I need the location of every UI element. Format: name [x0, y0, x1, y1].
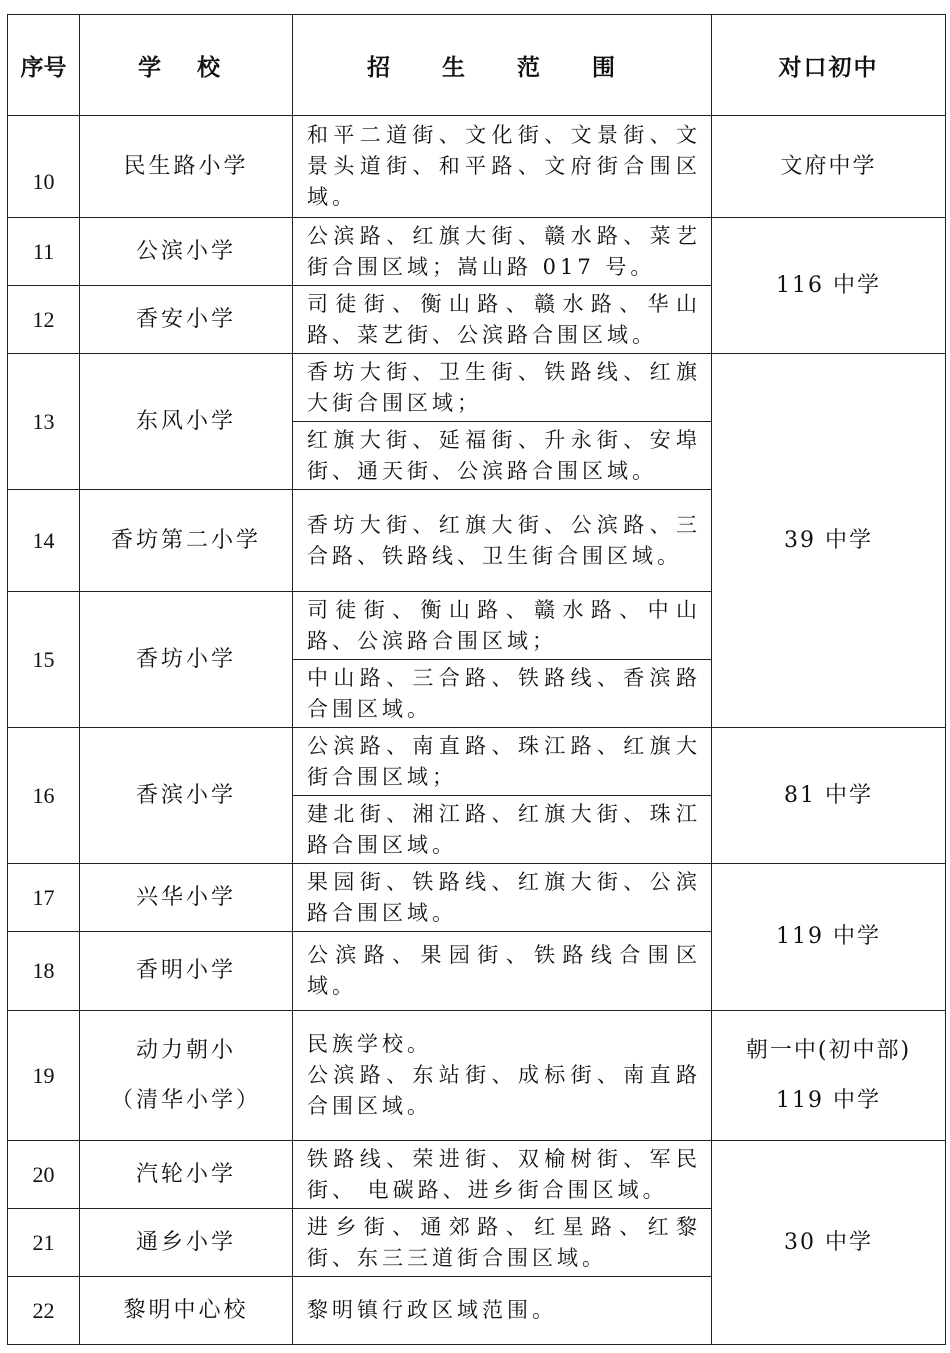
- row-number: 17: [8, 864, 80, 932]
- row-number: 20: [8, 1141, 80, 1209]
- middle-school: [712, 1011, 946, 1141]
- school-name-line: （清华小学）: [110, 1087, 261, 1113]
- school-name: 黎明中心校: [80, 1277, 293, 1345]
- row-number: 14: [8, 490, 80, 592]
- enrollment-range: 香坊大街、红旗大街、公滨路、三 合路、铁路线、卫生街合围区域。: [293, 490, 712, 592]
- school-name: 通乡小学: [80, 1209, 293, 1277]
- middle-school: 119 中学: [712, 864, 946, 1011]
- middle-school: 文府中学: [712, 116, 946, 218]
- enrollment-range: 公滨路、果园街、铁路线合围区域。: [293, 932, 712, 1011]
- middle-school: 116 中学: [712, 218, 946, 354]
- enrollment-range: 果园街、铁路线、红旗大街、公滨 路合围区域。: [293, 864, 712, 932]
- row-number: 16: [8, 728, 80, 864]
- enrollment-range: 红旗大街、延福街、升永街、安埠 街、通天街、公滨路合围区域。: [293, 422, 712, 490]
- header-num: 序号: [8, 15, 80, 116]
- row-number: 10: [8, 116, 80, 218]
- table-row: [8, 1141, 946, 1209]
- table-row: [8, 728, 946, 796]
- range-line: 公滨路、东站街、成标街、南直路 合围区域。: [307, 1063, 701, 1118]
- school-name: 东风小学: [80, 354, 293, 490]
- middle-school: 81 中学: [712, 728, 946, 864]
- enrollment-range: 建北街、湘江路、红旗大街、珠江 路合围区域。: [293, 796, 712, 864]
- middle-school-line: 朝一中(初中部): [745, 1037, 912, 1063]
- school-name: 公滨小学: [80, 218, 293, 286]
- enrollment-range: 进乡街、通郊路、红星路、红黎街、东三三道街合围区域。: [293, 1209, 712, 1277]
- header-row: [8, 15, 946, 116]
- enrollment-range: 司徒街、衡山路、赣水路、中山路、公滨路合围区域；: [293, 592, 712, 660]
- range-line: 民族学校。: [307, 1032, 432, 1056]
- enrollment-range: [293, 1011, 712, 1141]
- table-row: [8, 218, 946, 286]
- school-name: 香明小学: [80, 932, 293, 1011]
- table-row: [8, 1011, 946, 1141]
- header-range: 招 生 范 围: [293, 15, 712, 116]
- enrollment-range: 和平二道街、文化街、文景街、文 景头道街、和平路、文府街合围区域。: [293, 116, 712, 218]
- enrollment-table: [7, 14, 946, 1345]
- enrollment-range: 香坊大街、卫生街、铁路线、红旗 大街合围区域；: [293, 354, 712, 422]
- row-number: 22: [8, 1277, 80, 1345]
- middle-school: 30 中学: [712, 1141, 946, 1345]
- row-number: 21: [8, 1209, 80, 1277]
- school-name: 汽轮小学: [80, 1141, 293, 1209]
- table-row: [8, 116, 946, 218]
- school-name-line: 动力朝小: [135, 1037, 236, 1063]
- enrollment-range: 中山路、三合路、铁路线、香滨路 合围区域。: [293, 660, 712, 728]
- row-number: 11: [8, 218, 80, 286]
- school-name: 兴华小学: [80, 864, 293, 932]
- middle-school-line: 119 中学: [776, 1087, 881, 1113]
- table-row: [8, 354, 946, 422]
- row-number: 19: [8, 1011, 80, 1141]
- row-number: 12: [8, 286, 80, 354]
- school-name: [80, 1011, 293, 1141]
- enrollment-range: 公滨路、红旗大街、赣水路、菜艺街合围区域；嵩山路 017 号。: [293, 218, 712, 286]
- school-name: 民生路小学: [80, 116, 293, 218]
- row-number: 13: [8, 354, 80, 490]
- header-school: 学 校: [80, 15, 293, 116]
- header-middle: 对口初中: [712, 15, 946, 116]
- school-name: 香滨小学: [80, 728, 293, 864]
- enrollment-range: 公滨路、南直路、珠江路、红旗大 街合围区域；: [293, 728, 712, 796]
- table-row: [8, 864, 946, 932]
- middle-school: 39 中学: [712, 354, 946, 728]
- row-number: 15: [8, 592, 80, 728]
- school-name: 香坊第二小学: [80, 490, 293, 592]
- enrollment-range: 司徒街、衡山路、赣水路、华山路、菜艺街、公滨路合围区域。: [293, 286, 712, 354]
- school-name: 香坊小学: [80, 592, 293, 728]
- school-name: 香安小学: [80, 286, 293, 354]
- row-number: 18: [8, 932, 80, 1011]
- enrollment-range: 铁路线、荣进街、双榆树街、军民 街、 电碳路、进乡街合围区域。: [293, 1141, 712, 1209]
- enrollment-range: 黎明镇行政区域范围。: [293, 1277, 712, 1345]
